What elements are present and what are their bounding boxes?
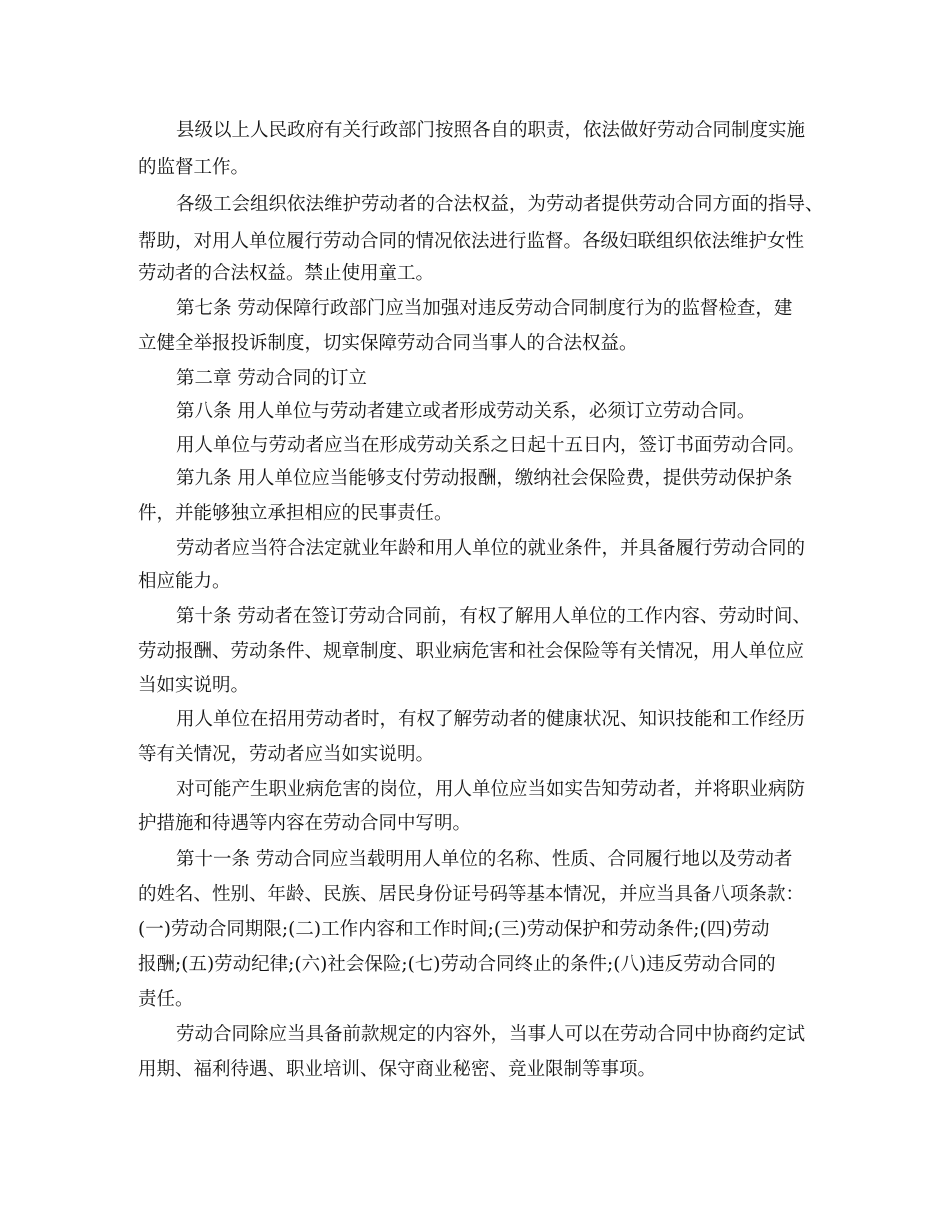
text-line: 护措施和待遇等内容在劳动合同中写明。 bbox=[138, 813, 472, 834]
text-line: 用人单位在招用劳动者时，有权了解劳动者的健康状况、知识技能和工作经历 bbox=[176, 709, 806, 730]
text-line: 相应能力。 bbox=[138, 571, 231, 592]
text-line: 报酬;(五)劳动纪律;(六)社会保险;(七)劳动合同终止的条件;(八)违反劳动合同的 bbox=[138, 954, 776, 975]
text-line: 第八条 用人单位与劳动者建立或者形成劳动关系，必须订立劳动合同。 bbox=[176, 401, 756, 422]
text-line: 县级以上人民政府有关行政部门按照各自的职责，依法做好劳动合同制度实施 bbox=[176, 120, 806, 141]
text-line: 当如实说明。 bbox=[138, 675, 250, 696]
text-line: 的监督工作。 bbox=[138, 157, 250, 178]
text-line: 第十一条 劳动合同应当载明用人单位的名称、性质、合同履行地以及劳动者 bbox=[176, 849, 793, 870]
text-line: 责任。 bbox=[138, 989, 194, 1010]
text-line: 立健全举报投诉制度，切实保障劳动合同当事人的合法权益。 bbox=[138, 333, 638, 354]
text-line: 等有关情况，劳动者应当如实说明。 bbox=[138, 744, 435, 765]
text-line: 第十条 劳动者在签订劳动合同前，有权了解用人单位的工作内容、劳动时间、 bbox=[176, 606, 811, 627]
text-line: 劳动报酬、劳动条件、规章制度、职业病危害和社会保险等有关情况，用人单位应 bbox=[138, 641, 805, 662]
text-line: 用期、福利待遇、职业培训、保守商业秘密、竞业限制等事项。 bbox=[138, 1059, 657, 1080]
text-line: 劳动者应当符合法定就业年龄和用人单位的就业条件，并具备履行劳动合同的 bbox=[176, 538, 806, 559]
text-line: 第七条 劳动保障行政部门应当加强对违反劳动合同制度行为的监督检查，建 bbox=[176, 298, 793, 319]
text-line: (一)劳动合同期限;(二)工作内容和工作时间;(三)劳动保护和劳动条件;(四)劳动 bbox=[138, 919, 770, 940]
text-line: 的姓名、性别、年龄、民族、居民身份证号码等基本情况，并应当具备八项条款： bbox=[138, 884, 805, 905]
text-line: 第九条 用人单位应当能够支付劳动报酬，缴纳社会保险费，提供劳动保护条 bbox=[176, 468, 793, 489]
text-line: 件，并能够独立承担相应的民事责任。 bbox=[138, 503, 453, 524]
text-line: 对可能产生职业病危害的岗位，用人单位应当如实告知劳动者，并将职业病防 bbox=[176, 779, 806, 800]
text-line: 劳动合同除应当具备前款规定的内容外，当事人可以在劳动合同中协商约定试 bbox=[176, 1024, 806, 1045]
text-line: 帮助，对用人单位履行劳动合同的情况依法进行监督。各级妇联组织依法维护女性 bbox=[138, 231, 805, 252]
text-line: 各级工会组织依法维护劳动者的合法权益，为劳动者提供劳动合同方面的指导、 bbox=[176, 194, 824, 215]
section-heading: 第二章 劳动合同的订立 bbox=[176, 368, 367, 389]
text-line: 劳动者的合法权益。禁止使用童工。 bbox=[138, 263, 435, 284]
text-line: 用人单位与劳动者应当在形成劳动关系之日起十五日内，签订书面劳动合同。 bbox=[176, 435, 806, 456]
